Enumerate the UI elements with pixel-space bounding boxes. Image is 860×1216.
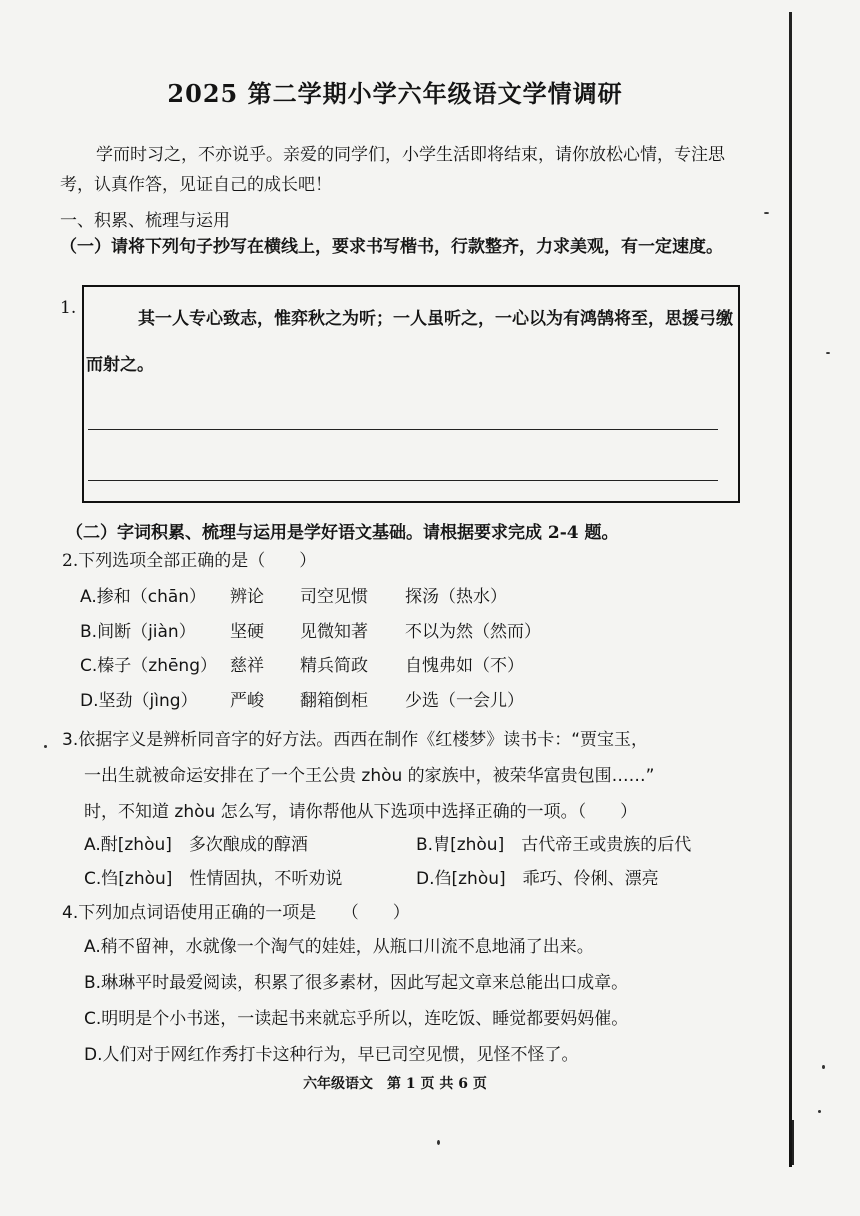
page-edge-shadow-lower — [792, 1120, 794, 1165]
option-cell: A.掺和（chān） — [80, 587, 207, 607]
question-4-option-b: B.琳琳平时最爱阅读，积累了很多素材，因此写起文章来总能出口成章。 — [84, 973, 629, 993]
question-4-option-a: A.稍不留神，水就像一个淘气的娃娃，从瓶口川流不息地涌了出来。 — [84, 937, 594, 957]
question-3-line: 一出生就被命运安排在了一个王公贵 zhòu 的家族中，被荣华富贵包围……” — [84, 766, 655, 786]
option-cell: 坚硬 — [230, 622, 264, 642]
option-cell: D.坚劲（jìng） — [80, 691, 198, 711]
question-3-line: 时，不知道 zhòu 怎么写，请你帮他从下选项中选择正确的一项。（ ） — [84, 802, 638, 822]
option-cell: 不以为然（然而） — [405, 622, 541, 642]
option-cell: 少选（一会儿） — [405, 691, 524, 711]
option-cell: B.间断（jiàn） — [80, 622, 196, 642]
page-edge-shadow — [789, 12, 792, 1167]
page-footer: 六年级语文 第 1 页 共 6 页 — [303, 1076, 487, 1092]
question-4-stem: 4.下列加点词语使用正确的一项是 （ ） — [62, 903, 410, 923]
scan-speck — [764, 212, 769, 214]
question-3-stem — [62, 722, 742, 830]
intro-paragraph: 学而时习之，不亦说乎。亲爱的同学们，小学生活即将结束，请你放松心情，专注思考，认真作答，见证自己的成长吧！ — [60, 145, 725, 195]
writing-line[interactable] — [88, 480, 718, 481]
subsection-1-instruction: （一）请将下列句子抄写在横线上，要求书写楷书，行款整齐，力求美观，有一定速度。 — [60, 237, 723, 257]
question-1-passage: 其一人专心致志，惟弈秋之为听；一人虽听之，一心以为有鸿鹄将至，思援弓缴而射之。 — [86, 309, 733, 375]
question-1-number: 1. — [60, 298, 77, 318]
question-3-option-c: C.㤘[zhòu] 性情固执，不听劝说 — [84, 869, 343, 889]
option-cell: 严峻 — [230, 691, 264, 711]
question-4-option-d: D.人们对于网红作秀打卡这种行为，早已司空见惯，见怪不怪了。 — [84, 1045, 579, 1065]
question-2-stem: 2.下列选项全部正确的是（ ） — [62, 551, 317, 571]
question-4-option-c: C.明明是个小书迷，一读起书来就忘乎所以，连吃饭、睡觉都要妈妈催。 — [84, 1009, 629, 1029]
page-title: 2025 第二学期小学六年级语文学情调研 — [167, 79, 623, 108]
question-3-option-a: A.酎[zhòu] 多次酿成的醇酒 — [84, 835, 308, 855]
question-3-line: 3.依据字义是辨析同音字的好方法。西西在制作《红楼梦》读书卡：“贾宝玉， — [62, 730, 649, 750]
question-3-option-d: D.㑇[zhòu] 乖巧、伶俐、漂亮 — [416, 869, 659, 889]
option-cell: 见微知著 — [300, 622, 368, 642]
scan-speck — [44, 745, 47, 748]
scan-speck — [826, 352, 830, 354]
scan-speck — [822, 1065, 825, 1069]
option-cell: 翻箱倒柜 — [300, 691, 368, 711]
option-cell: 慈祥 — [230, 656, 264, 676]
option-cell: 探汤（热水） — [405, 587, 507, 607]
scan-speck — [437, 1140, 440, 1145]
option-cell: C.榛子（zhēng） — [80, 656, 217, 676]
option-cell: 精兵简政 — [300, 656, 368, 676]
section-heading: 一、积累、梳理与运用 — [60, 211, 230, 231]
scan-speck — [818, 1110, 821, 1113]
option-cell: 自愧弗如（不） — [405, 656, 524, 676]
subsection-2-instruction: （二）字词积累、梳理与运用是学好语文基础。请根据要求完成 2-4 题。 — [66, 523, 619, 543]
option-cell: 辨论 — [230, 587, 264, 607]
writing-line[interactable] — [88, 429, 718, 430]
option-cell: 司空见惯 — [300, 587, 368, 607]
question-3-option-b: B.胄[zhòu] 古代帝王或贵族的后代 — [416, 835, 692, 855]
